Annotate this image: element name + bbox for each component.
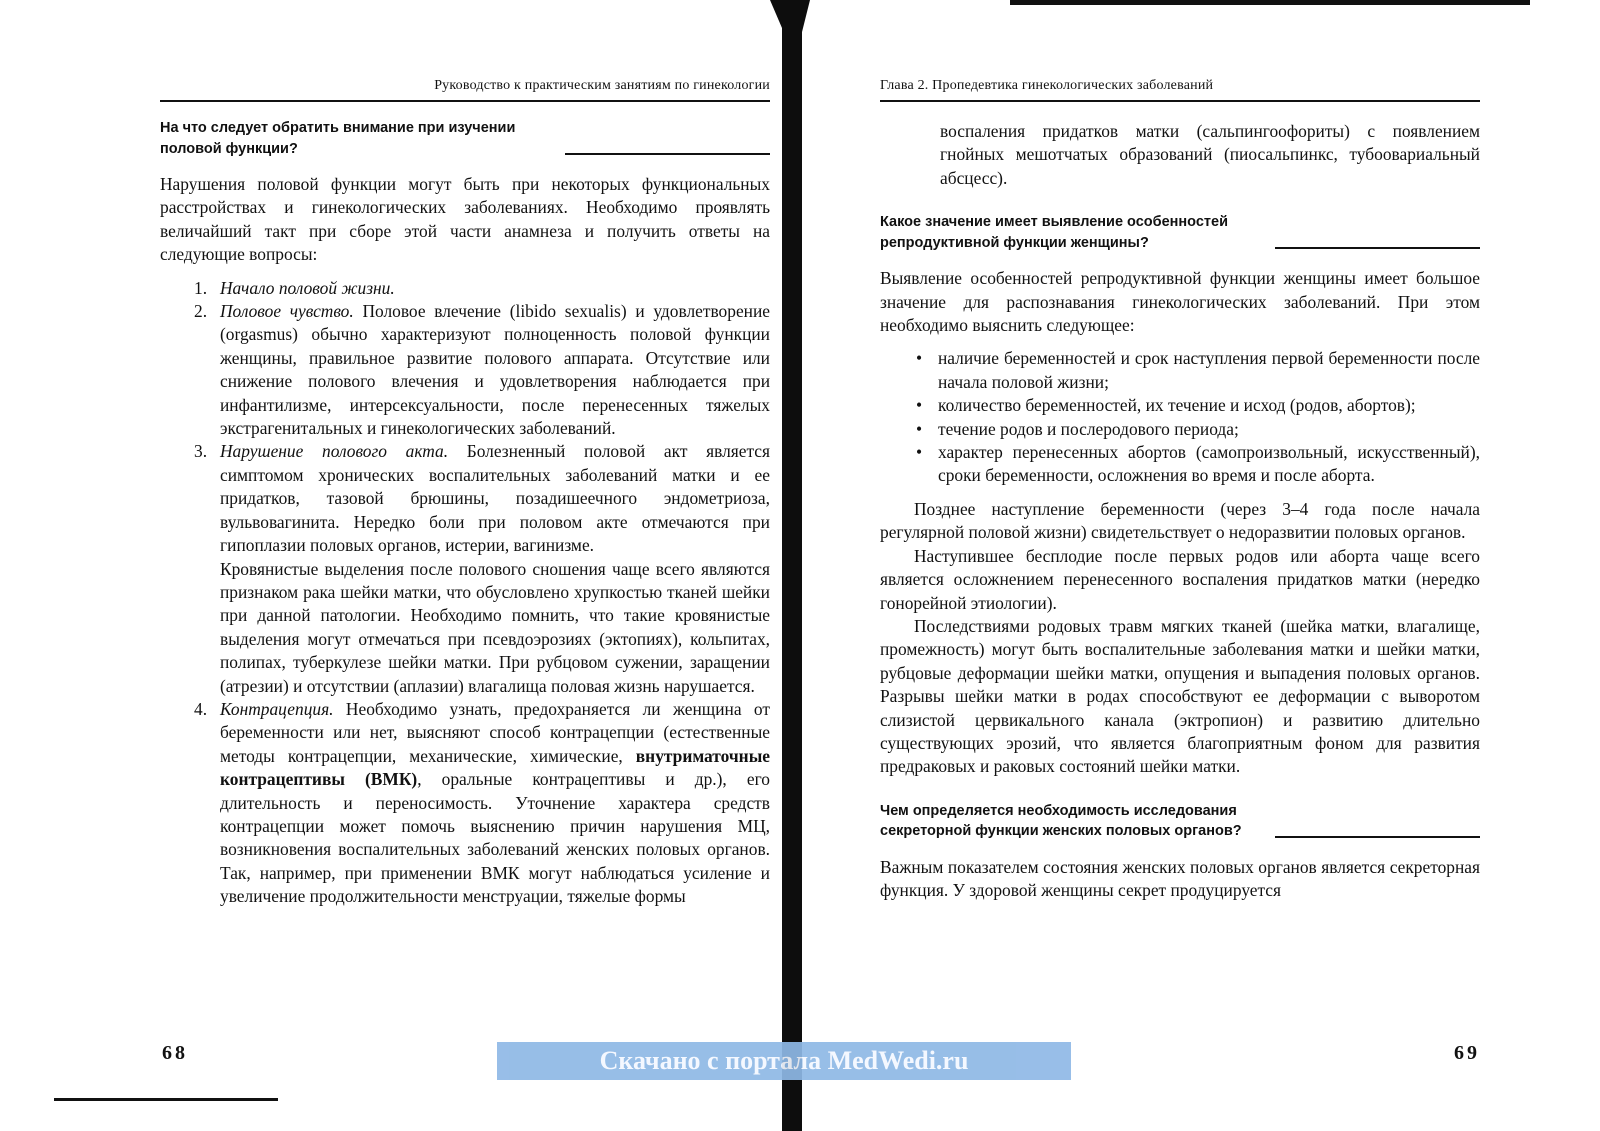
body-paragraph: Наступившее бесплодие после первых родов или аборта чаще всего является осложнением перенесенного воспаления придатков матки (нередко гонорейной этиологии).	[880, 545, 1480, 613]
item-term: Нарушение полового акта.	[220, 441, 449, 462]
left-page	[160, 0, 770, 1131]
list-item: • наличие беременностей и срок наступления первой беременности после начала половой жизни;	[880, 347, 1480, 394]
body-paragraph: Важным показателем состояния женских половых органов является секреторная функция. У здоровой женщины секрет продуцируется	[880, 856, 1480, 901]
section-question	[880, 801, 1480, 842]
list-item	[160, 277, 770, 300]
body-paragraph: Позднее наступление беременности (через 3–4 года после начала регулярной половой жизни) свидетельствует о недоразвитии половых органов.	[880, 498, 1480, 543]
item-bold-term: внутриматочные контрацептивы (ВМК)	[220, 745, 770, 790]
right-page	[880, 0, 1480, 1131]
item-term: Половое чувство.	[220, 301, 354, 322]
item-number: 3.	[194, 441, 208, 462]
bullet-list	[880, 347, 1480, 487]
section-question	[160, 118, 770, 159]
page-number-right: 69	[1454, 1042, 1480, 1064]
right-page-content	[880, 120, 1480, 903]
running-head-left: Руководство к практическим занятиям по гинекологии	[160, 78, 770, 102]
book-gutter	[782, 0, 802, 1131]
item-number: 2.	[194, 301, 208, 322]
item-text: Половое влечение (libido sexualis) и удовлетворение (orgasmus) обычно характеризуют полноценность половой функции женщины, правильное развитие полового аппарата. Отсутствие или снижение полового влечения и удовлетворения наблюдается при инфантилизме, интерсексуальности, после перенесенных тяжелых экстрагенитальных и гинекологических заболеваний.	[220, 301, 770, 439]
question-list	[160, 277, 770, 909]
list-item	[160, 440, 770, 697]
question-heading: Какое значение имеет выявление особенностей репродуктивной функции женщины?	[880, 214, 1228, 251]
left-page-content	[160, 118, 770, 909]
item-text: Необходимо узнать, предохраняется ли женщина от беременности или нет, выясняют способ контрацепции (естественные методы контрацепции, механические, химические,	[220, 698, 770, 766]
list-item	[160, 300, 770, 440]
body-paragraph: Выявление особенностей репродуктивной функции женщины имеет большое значение для распознавания гинекологических заболеваний. При этом необходимо выяснить следующее:	[880, 268, 1480, 336]
continuation-paragraph: воспаления придатков матки (сальпингоофориты) с появлением гнойных мешотчатых образований (пиосальпинкс, тубоовариальный абсцесс).	[940, 121, 1480, 188]
item-text: Болезненный половой акт является симптомом хронических воспалительных заболеваний матки и ее придатков, тазовой брюшины, позадишеечного эндометриоза, вульвовагинита. Нередко боли при половом акте отмечаются при гипоплазии половых органов, истерии, вагинизме.	[220, 441, 770, 556]
intro-paragraph: Нарушения половой функции могут быть при некоторых функциональных расстройствах и гинекологических заболеваниях. Необходимо проявлять величайший такт при сборе этой части анамнеза и получить ответы на следующие вопросы:	[160, 174, 770, 265]
list-item: • течение родов и послеродового периода;	[880, 418, 1480, 441]
watermark-banner[interactable]: Скачано с портала MedWedi.ru	[497, 1042, 1071, 1080]
list-item	[160, 698, 770, 909]
heading-rule	[1275, 247, 1480, 249]
item-number: 1.	[194, 277, 208, 298]
item-text: , оральные контрацептивы и др.), его длительность и переносимость. Уточнение характера средств контрацепции может помочь выяснению причин нарушения МЦ, возникновения воспалительных заболеваний женских половых органов. Так, например, при применении ВМК могут наблюдаться усиление и увеличение продолжительности менструации, тяжелые формы	[220, 769, 770, 907]
list-item: • количество беременностей, их течение и исход (родов, абортов);	[880, 394, 1480, 417]
item-number: 4.	[194, 698, 208, 719]
heading-rule	[565, 153, 770, 155]
section-question	[880, 212, 1480, 253]
item-continuation: Кровянистые выделения после полового сношения чаще всего являются признаком рака шейки матки, что обусловлено хрупкостью тканей шейки при данной патологии. Необходимо помнить, что такие кровянистые выделения могут отмечаться при псевдоэрозиях (эктопиях), кольпитах, полипах, туберкулезе шейки матки. При рубцовом сужении, заращении (атрезии) и отсутствии (аплазии) влагалища половая жизнь нарушается.	[220, 558, 770, 696]
body-paragraph: Последствиями родовых травм мягких тканей (шейка матки, влагалище, промежность) могут быть воспалительные заболевания матки и шейки матки, рубцовые деформации шейки матки, опущения и выпадения половых органов. Разрывы шейки матки в родах способствуют ее деформации с выворотом слизистой цервикального канала (эктропион) и развитию длительно существующих эрозий, что является благоприятным фоном для развития предраковых и раковых состояний шейки матки.	[880, 615, 1480, 777]
running-head-right: Глава 2. Пропедевтика гинекологических заболеваний	[880, 78, 1480, 102]
list-item: • характер перенесенных абортов (самопроизвольный, искусственный), сроки беременности, осложнения во время и после аборта.	[880, 441, 1480, 488]
page-number-left: 68	[162, 1042, 188, 1064]
question-heading: Чем определяется необходимость исследования секреторной функции женских половых органов?	[880, 802, 1242, 840]
question-heading: На что следует обратить внимание при изучении половой функции?	[160, 120, 516, 157]
item-term: Начало половой жизни.	[220, 277, 395, 298]
heading-rule	[1275, 836, 1480, 838]
item-term: Контрацепция.	[220, 698, 334, 719]
